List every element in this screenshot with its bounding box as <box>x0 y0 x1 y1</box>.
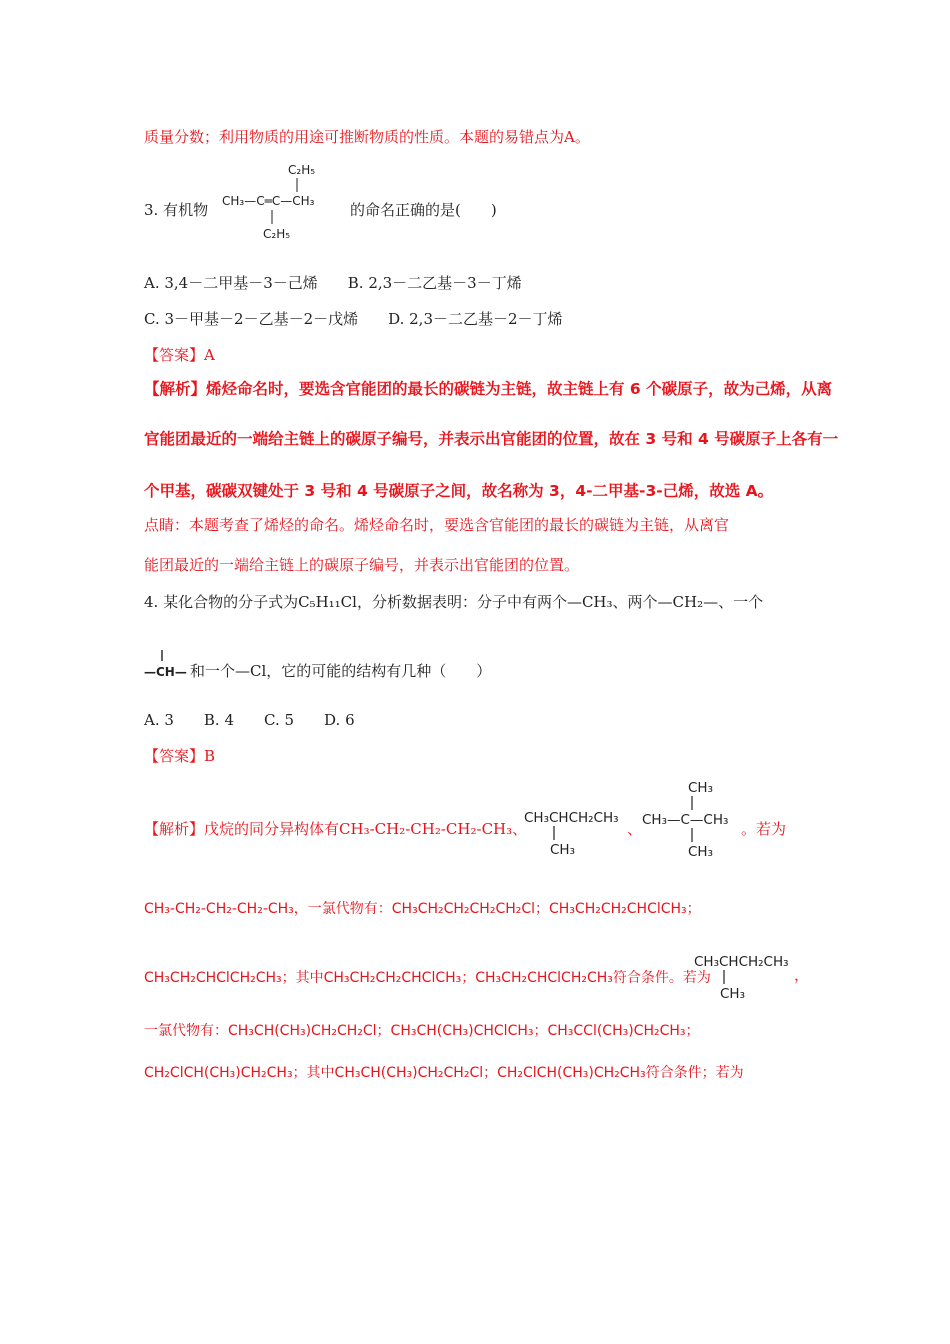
q4-separator: 、 <box>627 820 643 838</box>
isopentane-branch: CH₃ <box>550 842 575 858</box>
q4-options: A. 3 B. 4 C. 5 D. 6 <box>144 711 355 729</box>
q4-isopentane-struct <box>524 806 628 858</box>
neopentane-bottom: CH₃ <box>688 844 713 860</box>
q3-analysis-line3: 个甲基，碳碳双键处于 3 号和 4 号碳原子之间，故名称为 3，4-二甲基-3-己烯，故选 A。 <box>144 482 774 500</box>
q3-structure <box>222 158 350 242</box>
isopentane2-branch: CH₃ <box>720 986 745 1002</box>
q4-ch-group-text: —CH— <box>144 665 187 679</box>
q3-suffix: 的命名正确的是( ) <box>350 201 497 219</box>
q4-analysis-line2: CH₃-CH₂-CH₂-CH₂-CH₃，一氯代物有：CH₃CH₂CH₂CH₂CH₂Cl；CH₃CH₂CH₂CHClCH₃； <box>144 901 701 917</box>
q3-analysis-line2: 官能团最近的一端给主链上的碳原子编号，并表示出官能团的位置，故在 3 号和 4 号碳原子上各有一 <box>144 430 839 448</box>
q4-analysis-label: 【解析】 <box>144 820 205 838</box>
q4-analysis-text-a: 戊烷的同分异构体有CH₃-CH₂-CH₂-CH₂-CH₃、 <box>204 820 528 838</box>
q4-analysis-line5: CH₂ClCH(CH₃)CH₂CH₃；其中CH₃CH(CH₃)CH₂CH₂Cl；CH₂ClCH(CH₃)CH₂CH₃符合条件；若为 <box>144 1065 744 1081</box>
isopentane-main: CH₃CHCH₂CH₃ <box>524 810 619 826</box>
neopentane-top: CH₃ <box>688 780 713 796</box>
q3-answer: 【答案】A <box>144 346 215 364</box>
previous-note: 质量分数；利用物质的用途可推断物质的性质。本题的易错点为A。 <box>144 128 590 146</box>
q3-struct-top: C₂H₅ <box>288 163 316 177</box>
q4-ch-group <box>144 648 190 680</box>
q3-tip-line2: 能团最近的一端给主链上的碳原子编号，并表示出官能团的位置。 <box>144 556 580 574</box>
q3-options-ab: A. 3,4－二甲基－3－己烯 B. 2,3－二乙基－3－丁烯 <box>144 274 522 292</box>
q4-analysis-line4: 一氯代物有：CH₃CH(CH₃)CH₂CH₂Cl；CH₃CH(CH₃)CHClCH₃；CH₃CCl(CH₃)CH₂CH₃； <box>144 1023 700 1039</box>
q4-analysis-text-b: 。若为 <box>741 820 787 838</box>
q4-analysis-line1 <box>144 819 527 839</box>
q3-struct-main: CH₃—C═C—CH₃ <box>222 194 315 208</box>
isopentane2-main: CH₃CHCH₂CH₃ <box>694 954 789 970</box>
q3-options-cd: C. 3－甲基－2－乙基－2－戊烯 D. 2,3－二乙基－2－丁烯 <box>144 310 563 328</box>
q4-isopentane-struct-2 <box>694 950 798 1002</box>
q4-stem-line2: 和一个—Cl，它的可能的结构有几种（ ） <box>190 662 492 680</box>
q3-tip-line1: 点睛：本题考查了烯烃的命名。烯烃命名时，要选含官能团的最长的碳链为主链，从离官 <box>144 516 730 534</box>
q4-analysis-line3: CH₃CH₂CHClCH₂CH₃；其中CH₃CH₂CH₂CHClCH₃；CH₃CH₂CHClCH₂CH₃符合条件。若为 <box>144 970 711 986</box>
q4-comma: ， <box>794 966 810 984</box>
q4-neopentane-struct <box>642 776 742 860</box>
q3-prefix: 3. 有机物 <box>144 201 209 219</box>
q3-struct-bottom: C₂H₅ <box>263 227 291 241</box>
q4-answer: 【答案】B <box>144 747 216 765</box>
q4-stem-line1: 4. 某化合物的分子式为C₅H₁₁Cl，分析数据表明：分子中有两个—CH₃、两个—CH₂—、一个 <box>144 593 764 611</box>
neopentane-main: CH₃—C—CH₃ <box>642 812 729 828</box>
q3-analysis-line1: 【解析】烯烃命名时，要选含官能团的最长的碳链为主链，故主链上有 6 个碳原子，故为己烯，从离 <box>144 380 833 398</box>
